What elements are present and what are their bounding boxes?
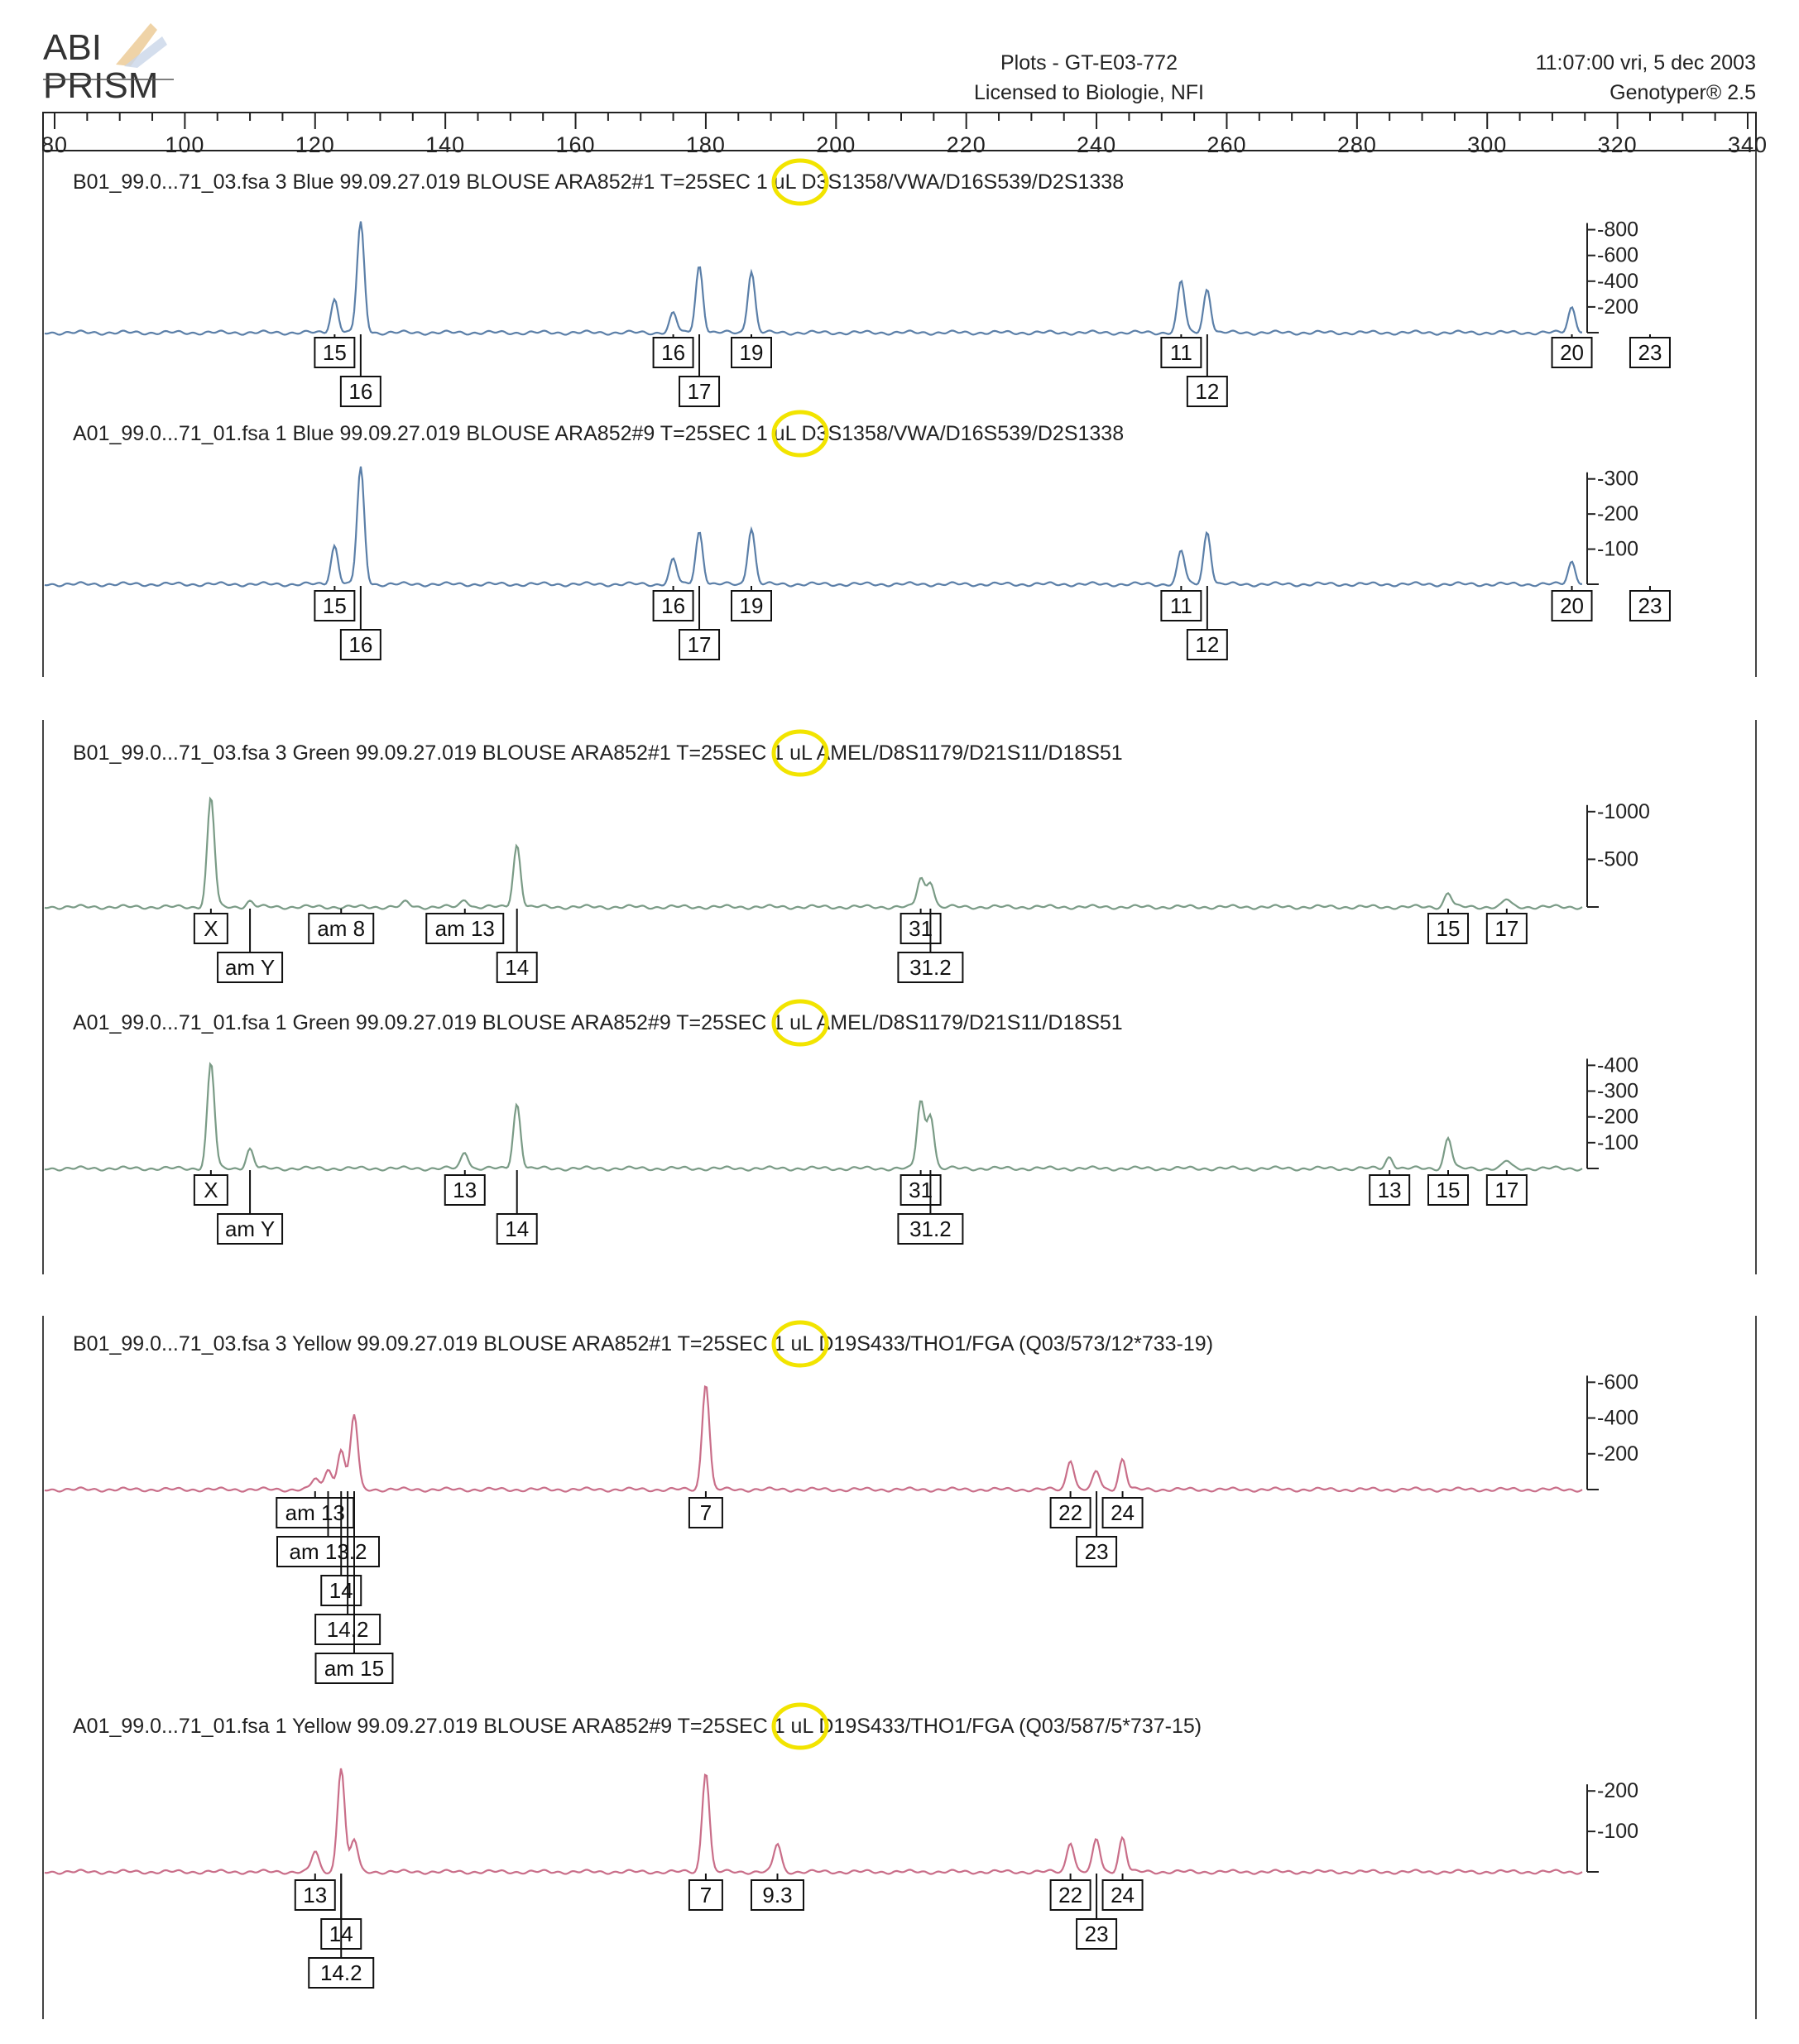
allele-label: 13 [1377,1178,1402,1202]
panel-blue-b01 [45,161,1670,406]
allele-label: 22 [1058,1883,1083,1907]
allele-label: 19 [739,340,764,365]
allele-call [194,1170,228,1205]
allele-label: am 13 [285,1500,345,1525]
allele-label: 16 [661,593,686,618]
allele-call [732,586,771,621]
allele-label: 23 [1638,340,1662,365]
allele-label: 14 [329,1578,353,1603]
allele-call [295,1874,335,1910]
panel-green-a01 [45,1001,1638,1244]
allele-label: 13 [303,1883,328,1907]
allele-call [1552,334,1592,367]
signal-trace-yellow [45,1768,1582,1874]
panel-yellow-b01 [45,1322,1638,1683]
allele-label: 16 [348,632,373,657]
allele-label: am Y [224,1216,276,1241]
axis-tick-label: 240 [1077,132,1117,157]
allele-call [689,1491,722,1528]
allele-label: 15 [1436,916,1461,941]
allele-label: am 15 [324,1656,385,1681]
allele-call [751,1874,804,1910]
allele-label: am Y [224,955,276,980]
logo-top-text: ABI [43,27,102,68]
allele-label: 23 [1638,593,1662,618]
allele-call [445,1170,485,1205]
size-axis [41,113,1768,157]
axis-tick-label: 80 [41,132,69,157]
axis-tick-label: 280 [1336,132,1377,157]
axis-tick-label: 220 [946,132,986,157]
axis-tick-label: 160 [555,132,596,157]
allele-call [1630,334,1670,367]
axis-tick-label: 300 [1467,132,1508,157]
allele-call [1103,1491,1143,1528]
y-scale-label: -200 [1597,502,1639,526]
allele-label: 20 [1560,593,1584,618]
panel-header: B01_99.0...71_03.fsa 3 Green 99.09.27.019 BLOUSE ARA852#1 T=25SEC 1 uL AMEL/D8S1179/D21S11/D18S51 [73,741,1123,765]
allele-label: 11 [1169,340,1192,365]
allele-call [497,1170,537,1244]
logo-bottom-text: PRISM [43,65,159,106]
allele-label: X [204,916,218,941]
allele-label: 14.2 [319,1960,362,1985]
allele-call [1051,1491,1091,1528]
allele-label: 9.3 [762,1883,793,1907]
y-scale-label: -600 [1597,1370,1639,1394]
allele-call [654,334,693,367]
allele-label: 14 [505,1216,530,1241]
allele-call [276,1491,353,1528]
allele-label: am 8 [317,916,366,941]
signal-trace-yellow [45,1387,1582,1492]
allele-label: 17 [687,632,712,657]
allele-label: 17 [1494,1178,1519,1202]
allele-label: 15 [1436,1178,1461,1202]
software-version: Genotyper® 2.5 [1610,81,1756,104]
y-scale-label: -800 [1597,218,1639,242]
allele-label: 14.2 [326,1617,369,1642]
y-scale-label: -400 [1597,1053,1639,1077]
allele-label: 7 [699,1500,712,1525]
allele-label: 24 [1111,1500,1135,1525]
size-axis-labels [41,132,1768,157]
axis-tick-label: 320 [1597,132,1638,157]
signal-trace-blue [45,467,1582,587]
axis-tick-label: 120 [295,132,335,157]
axis-tick-label: 200 [816,132,856,157]
panel-header: A01_99.0...71_01.fsa 1 Yellow 99.09.27.019 BLOUSE ARA852#9 T=25SEC 1 uL D19S433/THO1/FGA (Q03/587/5*737-15) [73,1715,1202,1738]
panel-header: A01_99.0...71_01.fsa 1 Green 99.09.27.019 BLOUSE ARA852#9 T=25SEC 1 uL AMEL/D8S1179/D21S11/D18S51 [73,1011,1123,1034]
allele-label: 31.2 [909,1216,952,1241]
allele-label: 31 [909,1178,933,1202]
allele-label: 15 [322,340,347,365]
allele-call [689,1874,722,1910]
y-scale-label: -200 [1597,295,1639,319]
axis-tick-label: 340 [1727,132,1768,157]
allele-label: 22 [1058,1500,1083,1525]
allele-label: 23 [1084,1539,1109,1564]
allele-call [426,909,503,943]
allele-label: 31.2 [909,955,952,980]
license-text: Licensed to Biologie, NFI [974,81,1204,104]
y-scale-label: -100 [1597,1130,1639,1154]
allele-label: 13 [453,1178,477,1202]
allele-label: 11 [1169,593,1192,618]
allele-call [1428,909,1468,943]
panel-blue-a01 [45,412,1670,660]
allele-call [194,909,228,943]
panel-header: B01_99.0...71_03.fsa 3 Blue 99.09.27.019 BLOUSE ARA852#1 T=25SEC 1 uL D3S1358/VWA/D16S539/D2S1338 [73,170,1125,194]
page-header [43,23,1756,106]
allele-call [1051,1874,1091,1910]
allele-call [1428,1170,1468,1205]
y-scale-label: -1000 [1597,799,1650,823]
allele-label: 20 [1560,340,1584,365]
allele-call [314,334,354,367]
y-scale-label: -400 [1597,269,1639,293]
allele-label: 7 [699,1883,712,1907]
allele-call [1487,909,1527,943]
signal-trace-blue [45,222,1582,335]
allele-call [1161,334,1201,367]
signal-trace-green [45,799,1582,909]
allele-call [1370,1170,1409,1205]
allele-label: 24 [1111,1883,1135,1907]
y-scale-label: -300 [1597,1079,1639,1103]
y-scale-label: -400 [1597,1406,1639,1430]
allele-label: am 13 [434,916,495,941]
allele-label: 17 [687,379,712,404]
y-scale-label: -200 [1597,1442,1639,1466]
allele-label: 14 [329,1922,353,1946]
panel-yellow-a01 [45,1705,1638,1988]
panel-header: A01_99.0...71_01.fsa 1 Blue 99.09.27.019 BLOUSE ARA852#9 T=25SEC 1 uL D3S1358/VWA/D16S539/D2S1338 [73,422,1125,445]
panel-header: B01_99.0...71_03.fsa 3 Yellow 99.09.27.019 BLOUSE ARA852#1 T=25SEC 1 uL D19S433/THO1/FGA (Q03/573/12*733-19) [73,1332,1214,1355]
y-scale-label: -200 [1597,1105,1639,1129]
allele-call [654,586,693,621]
allele-label: 12 [1195,379,1220,404]
y-scale-label: -300 [1597,467,1639,491]
y-scale-label: -200 [1597,1779,1639,1803]
allele-call [1487,1170,1527,1205]
allele-call [1552,586,1592,621]
axis-tick-label: 100 [165,132,205,157]
allele-label: 16 [661,340,686,365]
allele-call [1161,586,1201,621]
size-axis-ticks [55,113,1748,129]
allele-label: 15 [322,593,347,618]
allele-label: 23 [1084,1922,1109,1946]
allele-label: 12 [1195,632,1220,657]
allele-label: X [204,1178,218,1202]
electropherogram-panels [45,161,1670,1988]
allele-call [901,1170,941,1205]
y-scale-label: -600 [1597,243,1639,267]
y-scale-label: -100 [1597,537,1639,561]
datetime-text: 11:07:00 vri, 5 dec 2003 [1535,51,1756,74]
y-scale-label: -500 [1597,847,1639,871]
allele-label: am 13.2 [289,1539,367,1564]
signal-trace-green [45,1064,1582,1171]
allele-label: 17 [1494,916,1519,941]
allele-label: 31 [909,916,933,941]
axis-tick-label: 260 [1207,132,1247,157]
plot-title: Plots - GT-E03-772 [1000,51,1178,74]
allele-label: 19 [739,593,764,618]
axis-tick-label: 180 [685,132,726,157]
allele-call [314,586,354,621]
allele-call [732,334,771,367]
allele-call [1630,586,1670,621]
allele-label: 14 [505,955,530,980]
allele-call [1103,1874,1143,1910]
allele-call [309,909,373,943]
y-scale-label: -100 [1597,1820,1639,1844]
axis-tick-label: 140 [425,132,466,157]
panel-green-b01 [45,732,1650,982]
allele-label: 16 [348,379,373,404]
allele-call [901,909,941,943]
